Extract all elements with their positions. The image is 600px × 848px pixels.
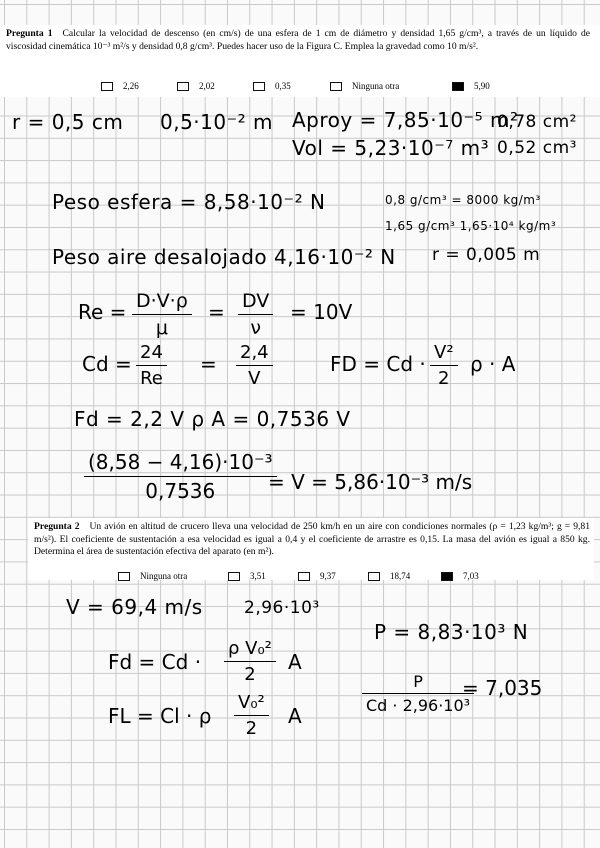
checkbox-icon[interactable] [368,572,380,581]
q2-ratio-fraction [362,672,474,715]
note-sphere-weight: Peso esfera = 8,58·10⁻² N [52,190,326,214]
fraction-bar [234,715,269,716]
fraction-numerator: V₀² [238,692,265,713]
fraction-numerator: (8,58 − 4,16)·10⁻³ [88,450,273,474]
fraction-bar [136,365,167,366]
note-density-fluid: 0,8 g/cm³ = 8000 kg/m³ [385,193,541,207]
q1-option-1[interactable]: 2,26 [101,81,139,92]
velocity-result: = V = 5,86·10⁻³ m/s [268,470,473,494]
fraction-denominator: 0,7536 [145,479,216,503]
checkbox-icon[interactable] [101,82,113,91]
note-projected-area: Aproy = 7,85·10⁻⁵ m² [292,108,519,132]
q2-option-1[interactable]: Ninguna otra [118,571,187,582]
cd-fraction-2 [236,342,273,389]
checked-checkbox-icon[interactable] [441,572,453,581]
velocity-fraction [84,450,277,503]
q2-option-5[interactable]: 7,03 [441,571,479,582]
reynolds-result: = 10V [290,300,353,324]
q2-drag-fraction [224,638,276,685]
fraction-numerator: 2,4 [240,342,269,363]
fraction-denominator: 2 [244,664,256,685]
q2-lift-force-label: FL = Cl · ρ [108,704,212,728]
fraction-bar [236,365,273,366]
checkbox-icon[interactable] [298,572,310,581]
reynolds-label: Re = [78,300,127,324]
reynolds-fraction-2 [238,290,273,339]
q1-option-3[interactable]: 0,35 [253,81,291,92]
question-1-title: Pregunta 1 [6,28,53,39]
drag-coefficient-label: Cd = [82,352,132,376]
q2-lift-fraction [234,692,269,739]
q1-option-2[interactable]: 2,02 [177,81,215,92]
equals-sign: = [200,352,217,376]
note-weight: P = 8,83·10³ N [374,620,529,644]
note-drag-force-linear: Fd = 2,2 V ρ A = 0,7536 V [74,407,351,431]
note-radius-m: 0,5·10⁻² m [160,110,274,134]
equals-sign: = [208,300,225,324]
fraction-bar [238,314,273,315]
reynolds-fraction-1 [132,290,192,339]
q2-drag-force-label: Fd = Cd · [108,650,202,674]
drag-force-fraction [430,342,458,389]
checkbox-icon[interactable] [228,572,240,581]
note-radius-m2: r = 0,005 m [432,245,541,265]
fraction-denominator: 2 [438,368,450,389]
checkbox-icon[interactable] [253,82,265,91]
question-1-text-block [6,28,590,53]
fraction-bar [430,365,458,366]
note-volume-cm: 0,52 cm³ [497,138,577,158]
checked-checkbox-icon[interactable] [452,82,464,91]
q1-option-5[interactable]: 5,90 [452,81,490,92]
note-projected-area-cm: 0,78 cm² [497,112,577,132]
q1-option-4[interactable]: Ninguna otra [330,81,399,92]
note-velocity-ms: V = 69,4 m/s [66,595,203,619]
fraction-numerator: V² [434,342,454,363]
fraction-denominator: Re [140,368,163,389]
fraction-numerator: ρ V₀² [228,638,272,659]
q2-option-3[interactable]: 9,37 [298,571,336,582]
fraction-denominator: V [248,368,261,389]
note-radius-cm: r = 0,5 cm [12,110,124,134]
q2-option-2[interactable]: 3,51 [228,571,266,582]
fraction-numerator: P [413,672,423,691]
fraction-denominator: ν [250,317,261,339]
question-2-title: Pregunta 2 [34,521,80,532]
q2-option-4[interactable]: 18,74 [368,571,410,582]
question-2-statement: Un avión en altitud de crucero lleva una velocidad de 250 km/h en un aire con condiciones normales (ρ = 1,23 kg/m³; g = 9,81 m/s²). El coeficiente de sustentación a esa velocidad es igual a 0,4 y el coeficiente de arrastre es 0,15. La masa del avión es igual a 850 kg. Determina el área de sustentación efectiva del aparato (en m²). [34,521,591,558]
q2-lift-area: A [288,704,302,728]
note-density-sphere: 1,65 g/cm³ 1,65·10⁴ kg/m³ [385,219,557,233]
checkbox-icon[interactable] [330,82,342,91]
fraction-bar [84,476,277,477]
fraction-bar [362,693,474,694]
note-volume: Vol = 5,23·10⁻⁷ m³ [292,136,490,160]
fraction-numerator: DV [242,290,270,312]
question-2-text-block [34,521,590,559]
question-1-box [0,25,600,97]
q2-drag-area: A [288,650,302,674]
cd-fraction-1 [136,342,167,389]
question-1-statement: Calcular la velocidad de descenso (en cm/s) de una esfera de 1 cm de diámetro y densidad 1,65 g/cm³, a través de un líquido de viscosidad cinemática 10⁻³ m²/s y densidad 0,8 g/cm³. Puedes hacer uso de la Figura C. Emplea la gravedad como 10 m/s². [6,28,590,52]
note-constant: 2,96·10³ [244,598,320,618]
note-displaced-weight: Peso aire desalojado 4,16·10⁻² N [52,245,396,269]
fraction-numerator: 24 [140,342,163,363]
fraction-denominator: 2 [245,718,258,739]
drag-force-rest: ρ · A [470,352,516,376]
drag-force-label: FD = Cd · [330,352,426,376]
checkbox-icon[interactable] [177,82,189,91]
fraction-numerator: D·V·ρ [136,290,188,312]
fraction-bar [132,314,192,315]
fraction-bar [224,661,276,662]
fraction-denominator: Cd · 2,96·10³ [366,696,471,715]
fraction-denominator: μ [155,317,168,339]
checkbox-icon[interactable] [118,572,130,581]
q2-area-result: = 7,035 [462,676,543,700]
